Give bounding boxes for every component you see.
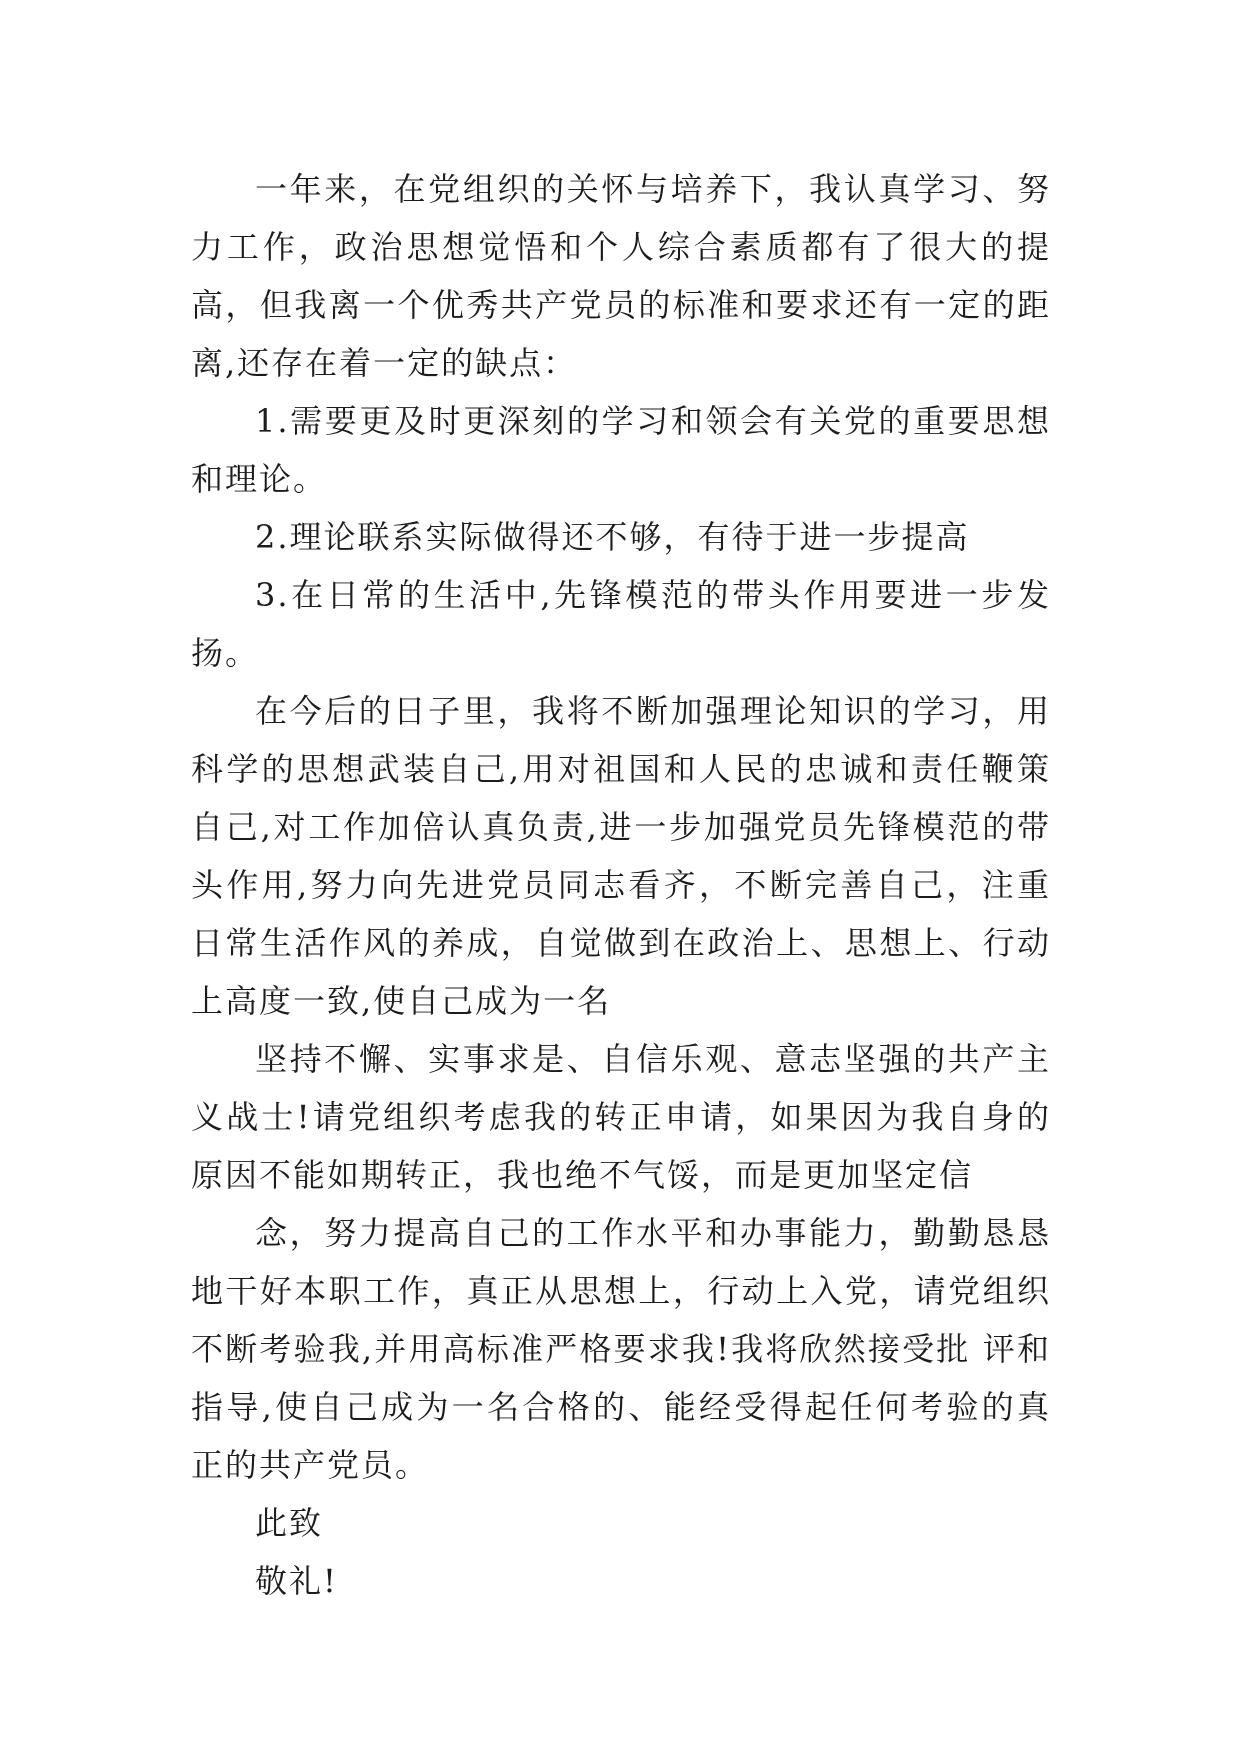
paragraph-commitment: 念，努力提高自己的工作水平和办事能力，勤勤恳恳地干好本职工作，真正从思想上，行动上入党，请党组织不断考验我,并用高标准严格要求我!我将欣然接受批 评和指导,使自己成为一名合格的、能经受得起任何考验的真正的共产党员。 <box>191 1214 1051 1484</box>
closing-salutation: 此致 <box>255 1504 324 1542</box>
paragraph-intro: 一年来，在党组织的关怀与培养下，我认真学习、努力工作，政治思想觉悟和个人综合素质都有了很大的提高，但我离一个优秀共产党员的标准和要求还有一定的距离,还存在着一定的缺点： <box>191 170 1051 382</box>
paragraph-shortcoming-2: 2.理论联系实际做得还不够，有待于进一步提高 <box>255 518 970 556</box>
closing-regards: 敬礼! <box>255 1562 338 1600</box>
paragraph-request: 坚持不懈、实事求是、自信乐观、意志坚强的共产主义战士!请党组织考虑我的转正申请，如果因为我自身的原因不能如期转正，我也绝不气馁，而是更加坚定信 <box>191 1040 1051 1194</box>
paragraph-future-plan: 在今后的日子里，我将不断加强理论知识的学习，用科学的思想武装自己,用对祖国和人民的忠诚和责任鞭策自己,对工作加倍认真负责,进一步加强党员先锋模范的带头作用,努力向先进党员同志看齐，不断完善自己，注重日常生活作风的养成，自觉做到在政治上、思想上、行动上高度一致,使自己成为一名 <box>191 692 1051 1020</box>
paragraph-shortcoming-1: 1.需要更及时更深刻的学习和领会有关党的重要思想和理论。 <box>191 402 1051 498</box>
document-body <box>191 160 1051 1610</box>
paragraph-shortcoming-3: 3.在日常的生活中,先锋模范的带头作用要进一步发扬。 <box>191 576 1051 672</box>
